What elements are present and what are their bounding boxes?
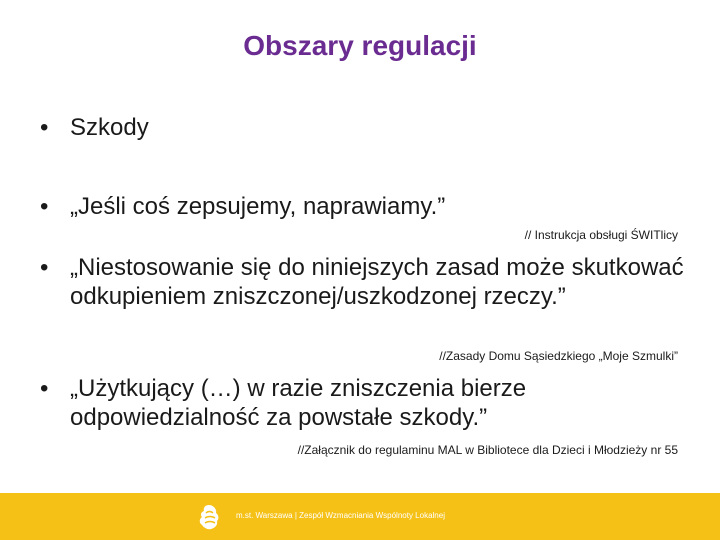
source-note: //Zasady Domu Sąsiedzkiego „Moje Szmulki” xyxy=(439,349,678,363)
bullet-dot: • xyxy=(40,375,49,402)
source-note: //Załącznik do regulaminu MAL w Bibliotece dla Dzieci i Młodzieży nr 55 xyxy=(297,443,678,457)
bullet-dot: • xyxy=(40,193,49,220)
warsaw-siren-logo-icon xyxy=(196,503,222,533)
bullet-dot: • xyxy=(40,114,49,141)
footer-text: m.st. Warszawa | Zespół Wzmacniania Wspólnoty Lokalnej xyxy=(236,511,445,520)
bullet-text: „Jeśli coś zepsujemy, naprawiamy.” xyxy=(70,193,446,220)
bullet-dot: • xyxy=(40,254,49,281)
bullet-text: „Niestosowanie się do niniejszych zasad może skutkować odkupieniem zniszczonej/uszkodzonej rzeczy.” xyxy=(70,254,684,310)
source-note: // Instrukcja obsługi ŚWITlicy xyxy=(524,228,678,242)
bullet-text: Szkody xyxy=(70,114,149,141)
bullet-text: „Użytkujący (…) w razie zniszczenia bierze odpowiedzialność za powstałe szkody.” xyxy=(70,375,527,431)
slide-title: Obszary regulacji xyxy=(243,30,477,61)
